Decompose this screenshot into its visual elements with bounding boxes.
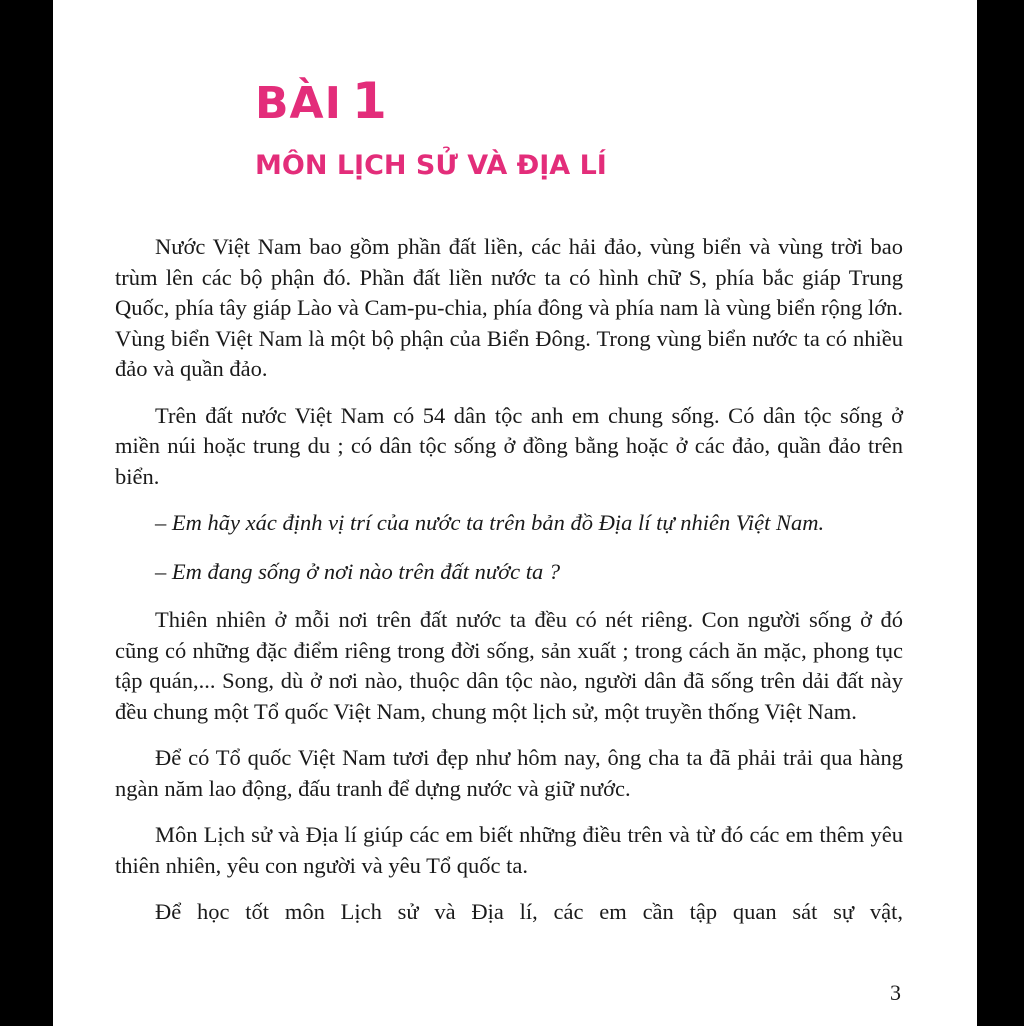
book-page (53, 0, 977, 1026)
paragraph-ethnic-groups: Trên đất nước Việt Nam có 54 dân tộc anh em chung sống. Có dân tộc sống ở miền núi hoặc trung du ; có dân tộc sống ở đồng bằng hoặc ở các đảo, quần đảo trên biển. (115, 402, 903, 489)
question-locate-country: – Em hãy xác định vị trí của nước ta trên bản đồ Địa lí tự nhiên Việt Nam. (155, 510, 825, 535)
paragraph-subject-purpose: Môn Lịch sử và Địa lí giúp các em biết những điều trên và từ đó các em thêm yêu thiên nhiên, yêu con người và yêu Tổ quốc ta. (115, 822, 903, 878)
page-number: 3 (890, 980, 901, 1005)
lesson-heading (255, 72, 387, 130)
paragraph-intro: Nước Việt Nam bao gồm phần đất liền, các hải đảo, vùng biển và vùng trời bao trùm lên các bộ phận đó. Phần đất liền nước ta có hình chữ S, phía bắc giáp Trung Quốc, phía tây giáp Lào và Cam-pu-chia, phía đông và phía nam là vùng biển rộng lớn. Vùng biển Việt Nam là một bộ phận của Biển Đông. Trong vùng biển nước ta có nhiều đảo và quần đảo. (115, 234, 903, 381)
question-where-you-live: – Em đang sống ở nơi nào trên đất nước ta ? (155, 558, 561, 584)
paragraph-ancestors: Để có Tổ quốc Việt Nam tươi đẹp như hôm nay, ông cha ta đã phải trải qua hàng ngàn năm lao động, đấu tranh để dựng nước và giữ nước. (115, 745, 903, 801)
paragraph-study-tips: Để học tốt môn Lịch sử và Địa lí, các em cần tập quan sát sự vật, (155, 899, 903, 924)
lesson-word: BÀI (255, 78, 342, 129)
lesson-title: MÔN LỊCH SỬ VÀ ĐỊA LÍ (255, 150, 607, 181)
body-text (115, 232, 903, 944)
paragraph-nature: Thiên nhiên ở mỗi nơi trên đất nước ta đều có nét riêng. Con người sống ở đó cũng có những đặc điểm riêng trong đời sống, sản xuất ; trong cách ăn mặc, phong tục tập quán,... Song, dù ở nơi nào, thuộc dân tộc nào, người dân đã sống trên dải đất này đều chung một Tổ quốc Việt Nam, chung một lịch sử, một truyền thống Việt Nam. (115, 607, 903, 724)
lesson-number: 1 (351, 72, 387, 130)
